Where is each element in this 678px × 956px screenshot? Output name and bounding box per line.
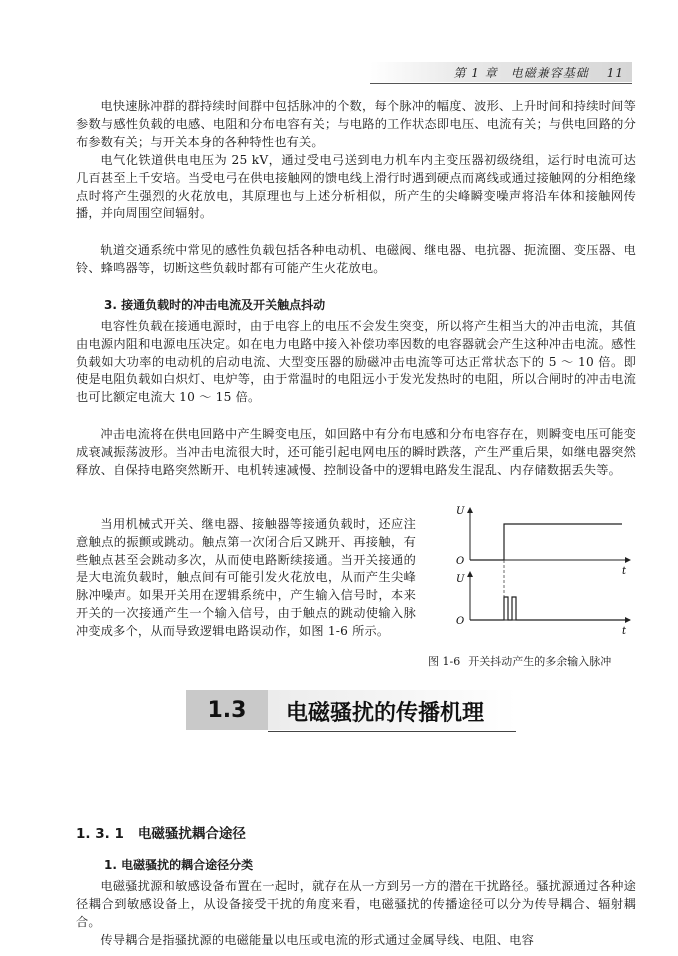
subsection-heading: [76, 822, 246, 842]
header-rule: [370, 83, 632, 84]
subsection-title: 电磁骚扰耦合途径: [137, 826, 246, 842]
paragraph-capacitive-inrush: 电容性负载在接通电源时，由于电容上的电压不会发生突变，所以将产生相当大的冲击电流，其值由电源内阻和电源电压决定。如在电力电路中接入补偿功率因数的电容器就会产生这种冲击电流。感性负载如大功率的电动机的启动电流、大型变压器的励磁冲击电流等可达正常状态下的 5 ～ 10 倍。即使是电阻负载如白炽灯、电炉等，由于常温时的电阻远小于发光发热时的电阻，所以合闸时的冲击电流也可比额定电流大 10 ～ 15 倍。: [76, 319, 636, 405]
section-heading-banner: [186, 690, 516, 734]
paragraph-conducted-coupling: 传导耦合是指骚扰源的电磁能量以电压或电流的形式通过金属导线、电阻、电容: [100, 933, 534, 947]
item-heading-coupling-classification: 1. 电磁骚扰的耦合途径分类: [104, 858, 254, 872]
top-origin-label: O: [456, 556, 465, 567]
figure-1-6: [412, 500, 638, 650]
paragraph-interference-paths: 电磁骚扰源和敏感设备布置在一起时，就存在从一方到另一方的潜在干扰路径。骚扰源通过各种途径耦合到敏感设备上，从设备接受干扰的角度来看，电磁骚扰的传播途径可以分为传导耦合、辐射耦合。: [76, 879, 636, 929]
paragraph-inductive-loads: 轨道交通系统中常见的感性负载包括各种电动机、电磁阀、继电器、电抗器、扼流圈、变压器、电铃、蜂鸣器等，切断这些负载时都有可能产生火花放电。: [76, 243, 636, 275]
figure-number: 图 1-6: [428, 655, 461, 668]
section-title: 电磁骚扰的传播机理: [286, 701, 485, 726]
bottom-axis-t-label: t: [622, 626, 627, 637]
section-number: 1.3: [186, 690, 268, 730]
subheading-inrush-current: 3. 接通负载时的冲击电流及开关触点抖动: [104, 298, 326, 312]
figure-caption: [428, 653, 611, 669]
bounce-waveform-diagram: [412, 500, 638, 650]
figure-caption-text: 开关抖动产生的多余输入脉冲: [468, 655, 612, 668]
bottom-bounce-pulses: [470, 597, 630, 620]
header-chapter: 第 1 章 电磁兼容基础: [453, 66, 589, 80]
bottom-origin-label: O: [456, 616, 465, 627]
paragraph-contact-bounce: 当用机械式开关、继电器、接触器等接通负载时，还应注意触点的振颤或跳动。触点第一次闭合后又跳开、再接触，有些触点甚至会跳动多次，从而使电路断续接通。当开关接通的是大电流负载时，触点间有可能引发火花放电，从而产生尖峰脉冲噪声。如果开关用在逻辑系统中，产生输入信号时，本来开关的一次接通产生一个输入信号，由于触点的跳动使输入脉冲变成多个，从而导致逻辑电路误动作，如图 1-6 所示。: [76, 517, 416, 638]
top-axis-t-label: t: [622, 566, 627, 577]
header-text: [453, 64, 624, 81]
banner-underline: [268, 731, 516, 732]
paragraph-pulse-group: 电快速脉冲群的群持续时间群中包括脉冲的个数，每个脉冲的幅度、波形、上升时间和持续时间等参数与感性负载的电感、电阻和分布电容有关；与电路的工作状态即电压、电流有关；与供电回路的分布参数有关；与开关本身的各种特性也有关。: [76, 99, 636, 149]
top-step-signal: [470, 524, 622, 560]
paragraph-transient-voltage: 冲击电流将在供电回路中产生瞬变电压，如回路中有分布电感和分布电容存在，则瞬变电压可能变成衰减振荡波形。当冲击电流很大时，还可能引起电网电压的瞬时跌落，产生严重后果，如继电器突然释放、自保持电路突然断开、电机转速减慢、控制设备中的逻辑电路发生混乱、内存储数据丢失等。: [76, 427, 636, 477]
paragraph-railway-supply: 电气化铁道供电电压为 25 kV，通过受电弓送到电力机车内主变压器初级绕组，运行时电流可达几百甚至上千安培。当受电弓在供电接触网的馈电线上滑行时遇到硬点而离线或通过接触网的分相绝缘点时将产生强烈的火花放电，其原理也与上述分析相似，所产生的尖峰瞬变噪声将沿车体和接触网传播，并向周围空间辐射。: [76, 153, 636, 221]
page-number: 11: [606, 66, 624, 80]
top-axis-u-label: U: [456, 506, 465, 517]
running-header: [370, 60, 632, 84]
subsection-number: 1. 3. 1: [76, 826, 124, 842]
bottom-axis-u-label: U: [456, 574, 465, 585]
